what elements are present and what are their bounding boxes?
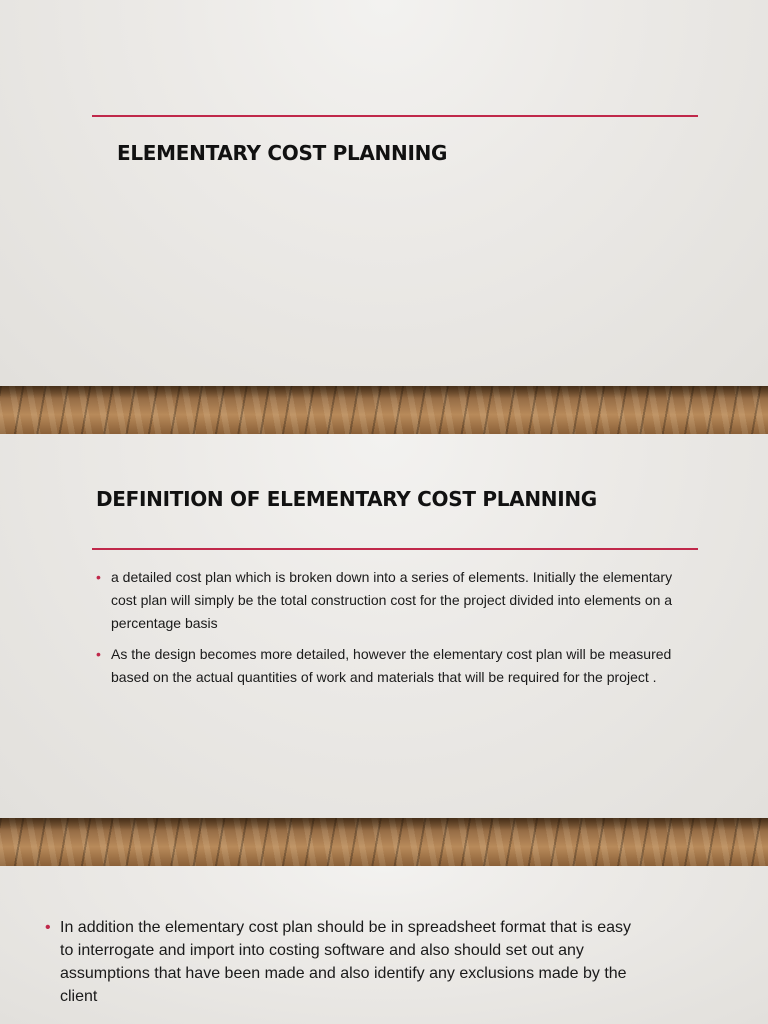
bullet-list	[45, 916, 645, 1008]
accent-rule	[92, 115, 698, 117]
bullet-text: As the design becomes more detailed, however the elementary cost plan will be measured based on the actual quantities of work and materials that will be required for the project .	[111, 646, 672, 685]
list-item	[96, 566, 696, 635]
accent-rule	[92, 548, 698, 550]
wood-floor-divider	[0, 386, 768, 434]
bullet-list	[96, 566, 696, 689]
bullet-icon: •	[96, 569, 101, 585]
bullet-icon: •	[96, 646, 101, 662]
slide-1	[0, 0, 768, 386]
slide-title: ELEMENTARY COST PLANNING	[117, 141, 448, 165]
wood-floor-divider	[0, 818, 768, 866]
bullet-icon: •	[45, 919, 51, 936]
list-item	[96, 643, 696, 689]
slide-title: DEFINITION OF ELEMENTARY COST PLANNING	[96, 487, 597, 511]
slide-2	[0, 434, 768, 820]
slide-3	[0, 866, 768, 1024]
bullet-text: In addition the elementary cost plan should be in spreadsheet format that is easy to interrogate and import into costing software and also should set out any assumptions that have been made and also identify any exclusions made by the client	[60, 919, 632, 1005]
bullet-text: a detailed cost plan which is broken down into a series of elements. Initially the elementary cost plan will simply be the total construction cost for the project divided into elements on a percentage basis	[111, 569, 673, 631]
list-item	[45, 916, 645, 1008]
